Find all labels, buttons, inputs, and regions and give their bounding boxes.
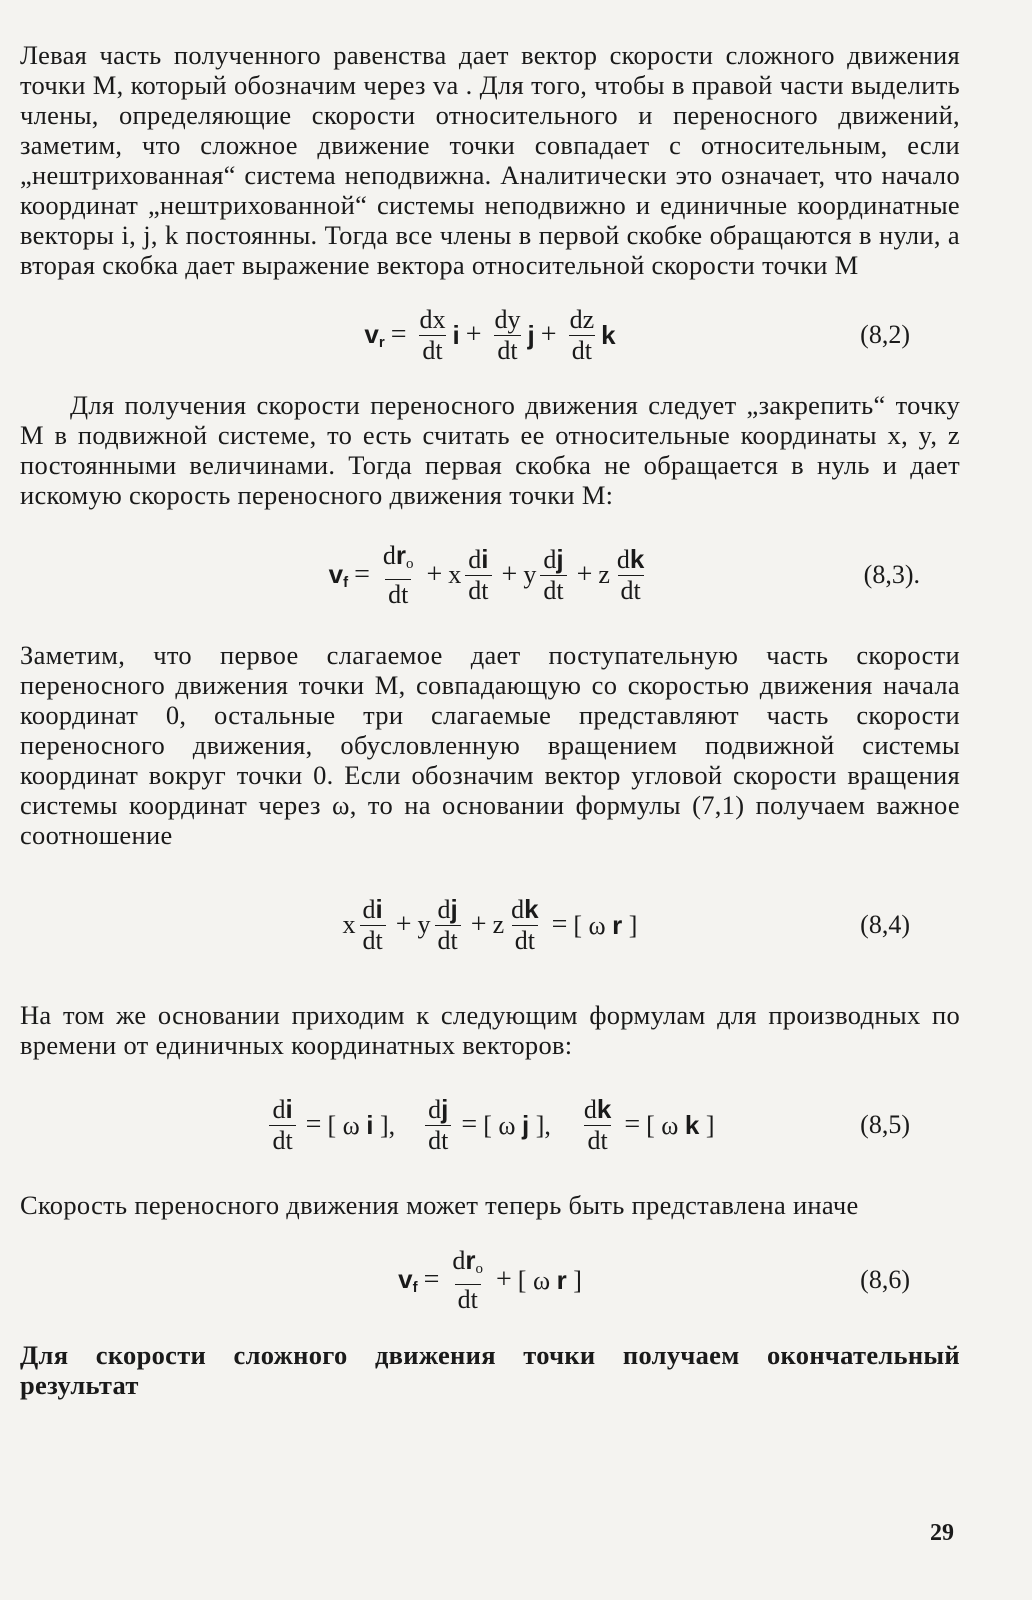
- eq4-frac-dj: $\frac{dj}{dt}$: [435, 894, 461, 956]
- eq3-coef-x: x: [448, 560, 462, 589]
- eq6-rhs: [ ω r ]: [517, 1264, 582, 1295]
- eq4-number: (8,4): [860, 910, 910, 939]
- eq3-frac-dj: $\frac{dj}{dt}$: [540, 544, 566, 606]
- eq6-frac-dr0: $\frac{dr_o}{dt}$: [452, 1245, 483, 1314]
- eq2-plus-2: +: [540, 319, 557, 350]
- paragraph-3: Заметим, что первое слагаемое дает поступательную часть скорости переносного движения точки M, совпадающую со скоростью движения начала координат 0, остальные три слагаемые представляют часть скорости переносного движения, обусловленную вращением подвижной системы координат вокруг точки 0. Если обозначим вектор угловой скорости вращения системы координат через ω, то на основании формулы (7,1) получаем важное соотношение: [20, 640, 960, 850]
- equation-8-2: [20, 280, 960, 390]
- paragraph-1: Левая часть полученного равенства дает вектор скорости сложного движения точки M, который обозначим через va . Для того, чтобы в правой части выделить члены, определяющие скорости относительного и переносного движений, заметим, что сложное движение точки совпадает с относительным, если „нештрихованная“ система неподвижна. Аналитически это означает, что начало координат „нештрихованной“ системы неподвижно и единичные координатные векторы i, j, k постоянны. Тогда все члены в первой скобке обращаются в нули, а вторая скобка дает выражение вектора относительной скорости точки M: [20, 40, 960, 280]
- eq6-plus-0: +: [496, 1264, 512, 1295]
- eq5-equals-b: =: [461, 1109, 478, 1140]
- eq6-number: (8,6): [860, 1265, 910, 1294]
- eq5-frac-dk: $\frac{dk}{dt}$: [583, 1094, 612, 1155]
- eq3-coef-y: y: [523, 560, 537, 589]
- eq5-frac-dj: $\frac{dj}{dt}$: [425, 1094, 451, 1156]
- eq5-number: (8,5): [860, 1110, 910, 1139]
- eq3-lhs: $v_f$: [328, 559, 349, 591]
- paragraph-5: Скорость переносного движения может теперь быть представлена иначе: [20, 1190, 859, 1220]
- eq4-rhs: [ ω r ]: [573, 909, 638, 940]
- eq2-plus-1: +: [465, 319, 482, 350]
- eq2-vec-k: k: [601, 319, 616, 350]
- eq3-frac-dk: $\frac{dk}{dt}$: [616, 544, 645, 605]
- page-number: 29: [930, 1520, 954, 1546]
- eq4-plus-1: +: [395, 909, 412, 940]
- eq5-rhs-b: [ ω j ],: [483, 1109, 551, 1140]
- eq3-number: (8,3).: [863, 560, 920, 589]
- eq4-frac-di: $\frac{di}{dt}$: [360, 894, 386, 956]
- eq3-equals: =: [354, 559, 370, 590]
- eq5-equals-c: =: [624, 1109, 641, 1140]
- eq6-lhs: $v_f$: [398, 1264, 418, 1296]
- eq2-vec-j: j: [527, 319, 535, 350]
- eq3-coef-z: z: [598, 560, 610, 589]
- eq4-coef-x: x: [342, 910, 356, 939]
- eq5-rhs-a: [ ω i ],: [327, 1109, 396, 1140]
- eq5-frac-di: $\frac{di}{dt}$: [269, 1094, 295, 1156]
- eq4-plus-2: +: [470, 909, 487, 940]
- eq3-plus-2: +: [576, 559, 593, 590]
- eq2-number: (8,2): [860, 320, 910, 349]
- eq3-plus-0: +: [426, 559, 443, 590]
- eq4-coef-y: y: [417, 910, 431, 939]
- paragraph-6: Для скорости сложного движения точки получаем окончательный результат: [20, 1340, 960, 1400]
- equation-8-3: [20, 510, 960, 640]
- eq2-equals: =: [390, 319, 407, 350]
- eq2-frac-dy: $\frac{dy}{dt}$: [494, 304, 521, 365]
- paragraph-2: Для получения скорости переносного движения следует „закрепить“ точку M в подвижной системе, то есть считать ее относительные координаты x, y, z постоянными величинами. Тогда первая скобка не обращается в нуль и дает искомую скорость переносного движения точки M:: [20, 390, 960, 510]
- equation-8-6: [20, 1220, 960, 1340]
- eq3-frac-dr0: $\frac{dr_o}{dt}$: [382, 540, 414, 609]
- paragraph-4: На том же основании приходим к следующим формулам для производных по времени от единичных координатных векторов:: [20, 1000, 960, 1060]
- eq6-equals: =: [423, 1264, 440, 1295]
- eq2-lhs: $v_r$: [364, 319, 385, 351]
- page-content: [20, 40, 960, 1400]
- eq5-rhs-c: [ ω k ]: [646, 1109, 715, 1140]
- eq3-frac-di: $\frac{di}{dt}$: [465, 544, 491, 606]
- eq4-equals: =: [551, 909, 568, 940]
- eq2-vec-i: i: [452, 319, 460, 350]
- eq2-frac-dz: $\frac{dz}{dt}$: [569, 304, 595, 365]
- equation-8-5: [20, 1060, 960, 1190]
- eq4-frac-dk: $\frac{dk}{dt}$: [511, 894, 539, 955]
- eq2-frac-dx: $\frac{dx}{dt}$: [419, 304, 446, 365]
- equation-8-4: [20, 850, 960, 1000]
- eq4-coef-z: z: [492, 910, 505, 939]
- eq3-plus-1: +: [501, 559, 518, 590]
- eq5-equals-a: =: [305, 1109, 322, 1140]
